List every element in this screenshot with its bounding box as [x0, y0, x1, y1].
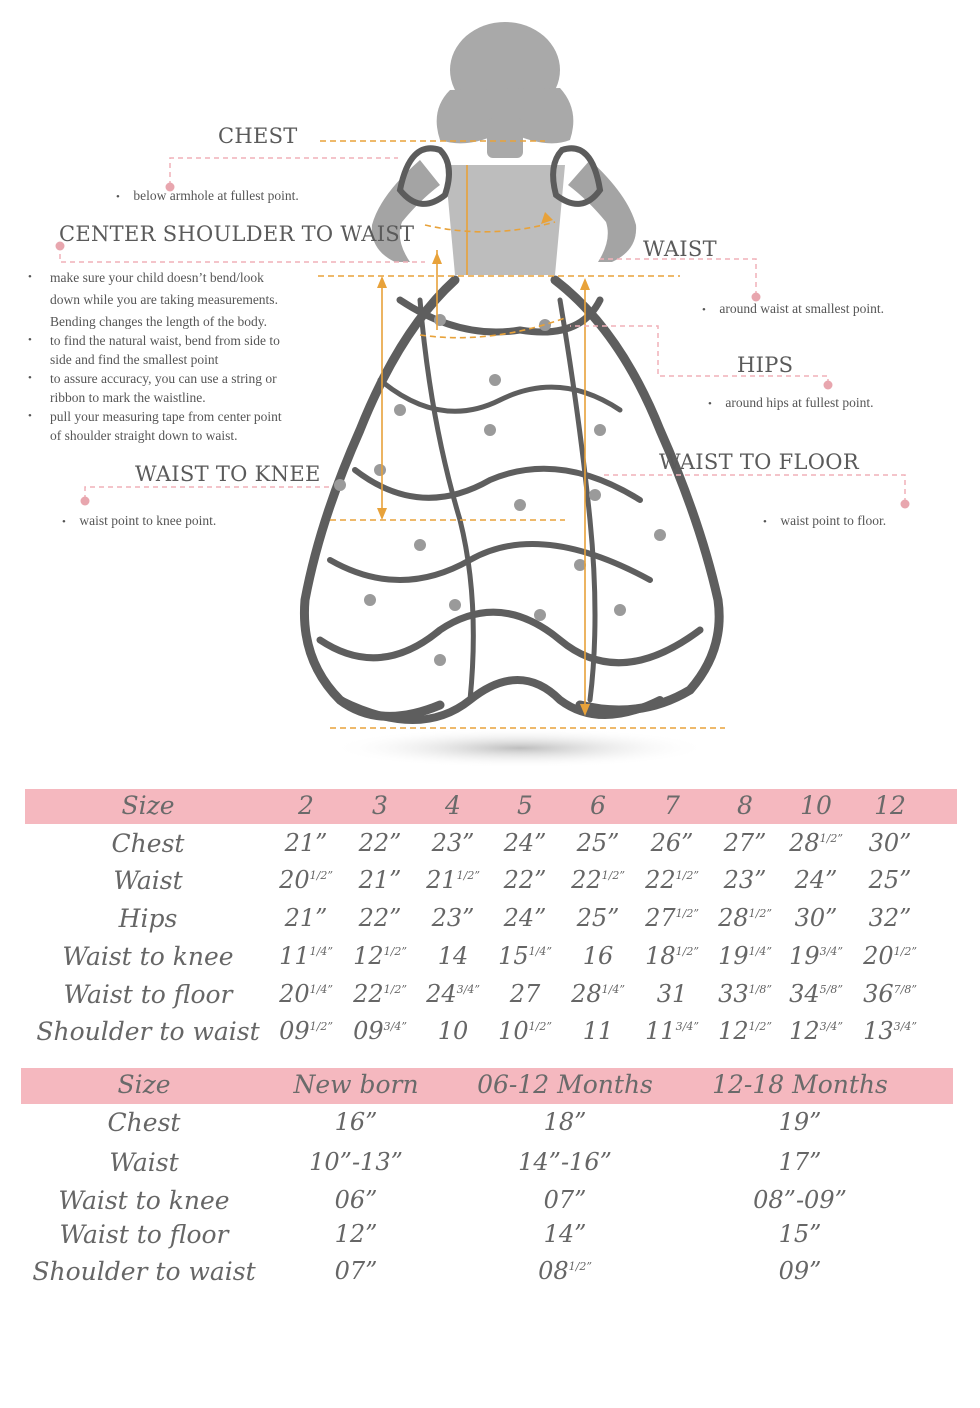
table-cell: 25” [576, 829, 620, 857]
table-cell: 08”-09” [753, 1186, 847, 1214]
table-cell: 14 [437, 942, 469, 970]
row-label: Waist [113, 866, 183, 895]
header-size-col: 12-18 Months [712, 1070, 888, 1099]
table-cell: $21^{1/2”}$ [426, 866, 480, 894]
header-size-col: 7 [664, 791, 680, 820]
header-size-col: 5 [517, 791, 533, 820]
table-cell: 23” [723, 866, 767, 894]
table-cell: $15^{1/4”}$ [498, 942, 552, 970]
table-cell: 16 [582, 942, 614, 970]
table-cell: 25” [868, 866, 912, 894]
table-cell: $20^{1/2”}$ [863, 942, 917, 970]
header-size-label: Size [117, 1070, 171, 1099]
table-cell: 25” [576, 904, 620, 932]
row-label: Waist to knee [58, 1186, 230, 1215]
row-label: Shoulder to waist [36, 1017, 260, 1046]
bullet-item: • to find the natural waist, bend from side to side and find the smallest point [28, 331, 282, 369]
table-cell: 21” [358, 866, 402, 894]
table-cell: 16” [334, 1108, 378, 1136]
table-cell: 07” [543, 1186, 587, 1214]
header-size-col: New born [293, 1070, 419, 1099]
waist-to-floor-note: • waist point to floor. [763, 513, 887, 528]
table-cell: 12” [334, 1220, 378, 1248]
table-cell: 27 [509, 980, 541, 1008]
table-cell: $11^{1/4”}$ [279, 942, 333, 970]
table-cell: 14” [543, 1220, 587, 1248]
row-label: Waist to floor [59, 1220, 229, 1249]
table-cell: 30” [868, 829, 912, 857]
bullet-item: • pull your measuring tape from center point of shoulder straight down to waist. [28, 407, 282, 445]
table-cell: 17” [778, 1148, 822, 1176]
table-cell: 30” [794, 904, 838, 932]
waist-to-knee-note: • waist point to knee point. [62, 513, 217, 528]
table-cell: $12^{3/4”}$ [789, 1017, 843, 1045]
header-size-col: 4 [445, 791, 461, 820]
table-cell: 22” [358, 904, 402, 932]
row-label: Shoulder to waist [32, 1257, 256, 1286]
table-cell: $18^{1/2”}$ [645, 942, 699, 970]
header-size-col: 6 [590, 791, 606, 820]
table-cell: 32” [868, 904, 912, 932]
header-size-col: 10 [800, 791, 832, 820]
row-label: Chest [107, 1108, 181, 1137]
table-cell: $19^{1/4”}$ [718, 942, 772, 970]
table-cell: $27^{1/2”}$ [645, 904, 699, 932]
waist-to-floor-title: WAIST TO FLOOR [659, 450, 859, 474]
table-cell: $24^{3/4”}$ [426, 980, 480, 1008]
table-cell: $19^{3/4”}$ [789, 942, 843, 970]
table-cell: $22^{1/2”}$ [353, 980, 407, 1008]
table-cell: $22^{1/2”}$ [645, 866, 699, 894]
table-cell: $11^{3/4”}$ [645, 1017, 699, 1045]
table-cell: $36^{7/8”}$ [863, 980, 917, 1008]
table-cell: $33^{1/8”}$ [718, 980, 772, 1008]
table-cell: $09^{1/2”}$ [279, 1017, 333, 1045]
waist-to-knee-title: WAIST TO KNEE [135, 462, 321, 486]
row-label: Waist [109, 1148, 179, 1177]
row-label: Hips [118, 904, 178, 933]
chest-note: • below armhole at fullest point. [116, 188, 299, 203]
waist-note: • around waist at smallest point. [702, 301, 884, 316]
table-cell: 11 [582, 1017, 614, 1045]
table-cell: 21” [284, 904, 328, 932]
table-cell: 18” [543, 1108, 587, 1136]
header-size-col: 06-12 Months [477, 1070, 653, 1099]
header-size-col: 12 [874, 791, 906, 820]
table-cell: $13^{3/4”}$ [863, 1017, 917, 1045]
table-cell: 24” [794, 866, 838, 894]
bullet-item: • make sure your child doesn’t bend/look down while you are taking measurements. Bending changes the length of the body. [28, 268, 282, 331]
header-size-col: 8 [737, 791, 753, 820]
table-cell: $28^{1/2”}$ [718, 904, 772, 932]
center-shoulder-title: CENTER SHOULDER TO WAIST [59, 222, 415, 246]
header-size-col: 2 [298, 791, 314, 820]
header-size-label: Size [121, 791, 175, 820]
table-cell: 15” [778, 1220, 822, 1248]
table-cell: $28^{1/2”}$ [789, 829, 843, 857]
floor-shadow [330, 728, 710, 768]
table-cell: 24” [503, 829, 547, 857]
table-cell: 10 [437, 1017, 469, 1045]
table-cell: 09” [778, 1257, 822, 1285]
table-cell: $09^{3/4”}$ [353, 1017, 407, 1045]
row-label: Chest [111, 829, 185, 858]
table-cell: $20^{1/4”}$ [279, 980, 333, 1008]
table-cell: 22” [358, 829, 402, 857]
table-cell: 22” [503, 866, 547, 894]
center-shoulder-bullets [28, 268, 282, 445]
skirt [304, 280, 719, 720]
table-cell: 31 [656, 980, 688, 1008]
table-cell: 24” [503, 904, 547, 932]
table-cell: $22^{1/2”}$ [571, 866, 625, 894]
table-cell: 23” [431, 904, 475, 932]
hips-note: • around hips at fullest point. [708, 395, 874, 410]
row-label: Waist to knee [62, 942, 234, 971]
hips-title: HIPS [737, 353, 794, 377]
table-cell: 23” [431, 829, 475, 857]
table-cell: $08^{1/2”}$ [538, 1257, 592, 1285]
table-cell: 10”-13” [309, 1148, 403, 1176]
table-cell: $12^{1/2”}$ [718, 1017, 772, 1045]
header-size-col: 3 [372, 791, 388, 820]
bullet-item: • to assure accuracy, you can use a string or ribbon to mark the waistline. [28, 369, 282, 407]
waist-title: WAIST [643, 237, 717, 261]
table-cell: 07” [334, 1257, 378, 1285]
table-cell: 21” [284, 829, 328, 857]
table-cell: $12^{1/2”}$ [353, 942, 407, 970]
table-cell: 26” [650, 829, 694, 857]
table-cell: 27” [723, 829, 767, 857]
table-cell: 06” [334, 1186, 378, 1214]
table-cell: $20^{1/2”}$ [279, 866, 333, 894]
table-cell: $10^{1/2”}$ [498, 1017, 552, 1045]
table-cell: 19” [778, 1108, 822, 1136]
table-cell: $34^{5/8”}$ [789, 980, 843, 1008]
table-cell: 14”-16” [518, 1148, 612, 1176]
table-cell: $28^{1/4”}$ [571, 980, 625, 1008]
chest-title: CHEST [218, 124, 298, 148]
row-label: Waist to floor [63, 980, 233, 1009]
